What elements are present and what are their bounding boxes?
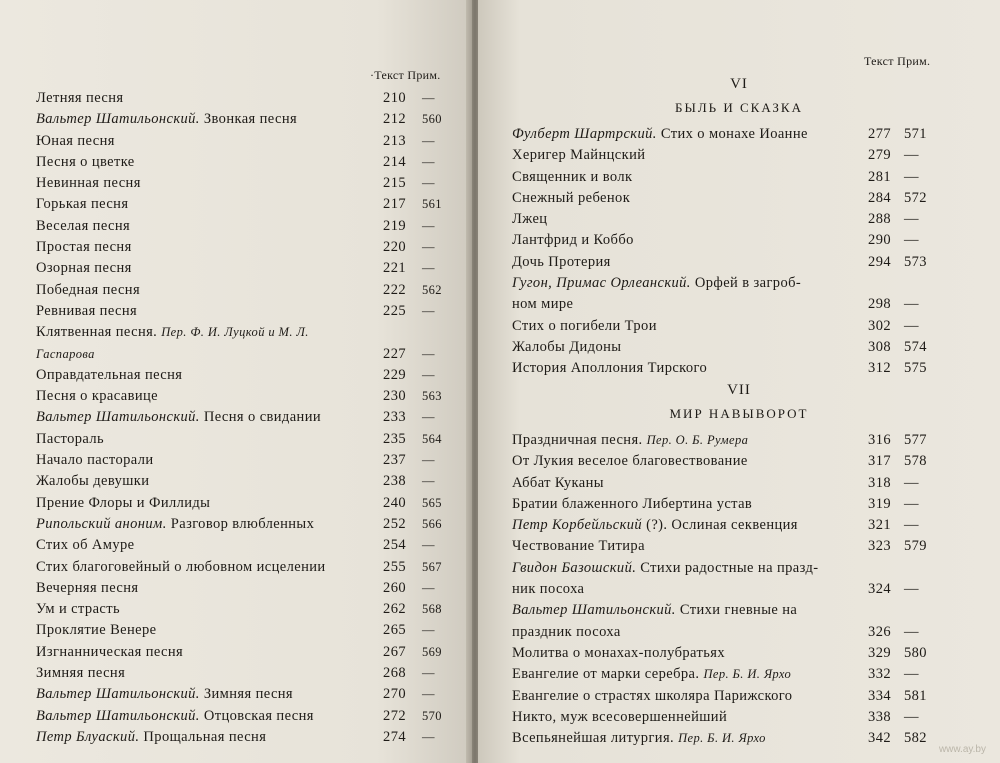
toc-entry-note: — [904, 623, 919, 640]
toc-entry [36, 535, 456, 556]
toc-entry-page: 215 [383, 175, 406, 192]
toc-entry [36, 514, 456, 535]
toc-entry [512, 707, 982, 728]
toc-entry-title: Братии блаженного Либертина устав [512, 495, 753, 512]
toc-entry [36, 407, 456, 428]
toc-entry-note: 562 [422, 282, 442, 297]
toc-entry [36, 684, 456, 705]
toc-entry-page: 238 [383, 473, 406, 490]
toc-entry [36, 88, 456, 109]
toc-entry [512, 252, 982, 273]
toc-entry [512, 230, 982, 251]
toc-entry-title: ник посоха [512, 581, 585, 598]
right-column-header: Текст Прим. [864, 54, 931, 68]
toc-entry-page: 279 [868, 147, 891, 164]
toc-entry-title: Звонкая песня [203, 111, 298, 128]
toc-entry-title: праздник посоха [512, 623, 621, 640]
toc-entry-note: — [422, 176, 435, 191]
left-page [0, 0, 472, 763]
toc-entry-title: Жалобы девушки [36, 473, 150, 490]
toc-entry-title: Евангелие о страстях школяра Парижского [512, 687, 793, 704]
toc-entry-note: — [422, 410, 435, 425]
toc-entry-title: Зимняя песня [36, 665, 126, 682]
toc-entry-page: 332 [868, 666, 891, 683]
toc-entry [512, 579, 982, 600]
toc-entry-title: Дочь Протерия [512, 253, 611, 270]
toc-entry-page: 326 [868, 623, 891, 640]
toc-entry-note: — [422, 538, 435, 553]
section-6-toc-list [512, 124, 982, 380]
toc-entry-title: Песня о красавице [36, 388, 159, 405]
toc-entry-title: Стих о монахе Иоанне [660, 126, 808, 142]
toc-entry-title: Горькая песня [36, 196, 129, 213]
toc-entry-title: Ревнивая песня [36, 302, 138, 319]
toc-entry-note: — [422, 453, 435, 468]
toc-entry-page: 274 [383, 728, 406, 745]
toc-entry-note: — [422, 580, 435, 595]
toc-entry-page: 219 [383, 217, 406, 234]
toc-entry-note: — [904, 581, 919, 598]
toc-entry-author: Вальтер Шатильонский. [512, 602, 676, 619]
toc-entry-page: 217 [383, 196, 406, 213]
toc-entry-note: 574 [904, 338, 927, 355]
toc-entry-note: — [422, 218, 435, 233]
toc-entry-author: Петр Блуаский. [36, 728, 140, 745]
toc-entry [512, 337, 982, 358]
toc-entry [36, 493, 456, 514]
section-7-number: VII [727, 382, 751, 398]
toc-entry-page: 225 [383, 302, 406, 319]
toc-entry-note: — [422, 687, 435, 702]
toc-entry [36, 280, 456, 301]
toc-entry [36, 578, 456, 599]
toc-entry-title: Аббат Куканы [512, 474, 604, 491]
toc-entry-title: Проклятие Венере [36, 622, 157, 639]
toc-entry-title: Прение Флоры и Филлиды [36, 494, 211, 511]
toc-entry [36, 365, 456, 386]
toc-entry-note: — [904, 317, 919, 334]
toc-entry-page: 210 [383, 90, 406, 106]
toc-entry-author: Вальтер Шатильонский. [36, 707, 200, 724]
toc-entry-title: (?). Ослиная секвенция [646, 517, 798, 534]
toc-entry-note: — [904, 517, 919, 534]
toc-entry-page: 220 [383, 239, 406, 256]
toc-entry-note: 575 [904, 360, 927, 377]
toc-entry [36, 344, 456, 365]
toc-entry-title: Озорная песня [36, 260, 132, 277]
toc-entry-author: Рипольский аноним. [36, 515, 167, 532]
toc-entry-author: Фулберт Шартрский. [512, 126, 657, 142]
toc-entry-title: Разговор влюбленных [170, 515, 315, 532]
toc-entry [512, 686, 982, 707]
toc-entry-note: — [422, 261, 435, 276]
toc-entry [512, 494, 982, 515]
toc-entry [36, 216, 456, 237]
toc-entry-note: 579 [904, 538, 927, 555]
toc-entry-note: — [422, 240, 435, 255]
toc-entry-title: Прощальная песня [143, 728, 267, 745]
left-column-header: ·Текст Прим. [370, 68, 441, 82]
toc-entry-author: Вальтер Шатильонский. [36, 409, 200, 426]
toc-entry-title: Стихи гневные на [679, 602, 798, 619]
toc-entry-page: 270 [383, 686, 406, 703]
toc-entry-note: — [904, 474, 919, 491]
toc-entry [512, 124, 982, 145]
toc-entry-title: Отцовская песня [203, 707, 314, 724]
toc-entry-note: 572 [904, 189, 927, 206]
toc-entry-page: 288 [868, 211, 891, 228]
toc-entry-note: — [904, 296, 919, 313]
toc-entry-title: Херигер Майнцский [512, 147, 646, 164]
toc-entry-page: 267 [383, 643, 406, 660]
toc-entry-title: Стих благоговейный о любовном исцелении [36, 558, 326, 575]
toc-entry-title: Всепьянейшая литургия. [512, 730, 675, 747]
toc-entry-author: Гвидон Базошский. [512, 559, 637, 576]
toc-entry-title: Веселая песня [36, 217, 131, 234]
toc-entry-page: 262 [383, 601, 406, 618]
toc-entry [36, 152, 456, 173]
toc-entry [512, 728, 982, 749]
toc-entry-note: — [422, 623, 435, 638]
toc-entry-title: Изгнанническая песня [36, 643, 184, 660]
toc-entry-note: — [422, 133, 435, 148]
toc-entry-page: 321 [868, 517, 891, 534]
toc-entry [512, 664, 982, 685]
toc-entry-page: 237 [383, 452, 406, 469]
toc-entry-note: — [904, 666, 919, 683]
toc-entry-title: Орфей в загроб- [694, 275, 802, 292]
toc-entry-note: 577 [904, 432, 927, 448]
toc-entry [36, 429, 456, 450]
toc-entry-title: История Аполлония Тирского [512, 360, 708, 377]
toc-entry-title: Летняя песня [36, 90, 124, 106]
toc-entry-note: 565 [422, 495, 442, 510]
toc-entry-note: 582 [904, 730, 927, 747]
toc-entry-title: Начало пасторали [36, 452, 154, 469]
toc-entry-title: Стих об Амуре [36, 537, 135, 554]
toc-entry-page: 212 [383, 111, 406, 128]
toc-entry-title: Юная песня [36, 132, 115, 149]
toc-entry-page: 316 [868, 432, 891, 448]
toc-entry [36, 727, 456, 748]
toc-entry-title: Простая песня [36, 239, 132, 256]
toc-entry-title: Невинная песня [36, 175, 141, 192]
section-6-title: БЫЛЬ И СКАЗКА [675, 100, 803, 115]
toc-entry [512, 558, 982, 579]
toc-entry-title: Зимняя песня [203, 686, 294, 703]
toc-entry-note: 563 [422, 389, 442, 404]
toc-entry-translator: Гаспарова [36, 346, 95, 361]
toc-entry-page: 265 [383, 622, 406, 639]
toc-entry [36, 258, 456, 279]
toc-entry-page: 294 [868, 253, 891, 270]
toc-entry-title: Чествование Титира [512, 538, 645, 555]
toc-entry-title: Лантфрид и Коббо [512, 232, 634, 249]
toc-entry [512, 600, 982, 621]
toc-entry-page: 252 [383, 515, 406, 532]
toc-entry-note: 564 [422, 431, 442, 446]
toc-entry-title: Священник и волк [512, 168, 633, 185]
toc-entry-note: 580 [904, 644, 927, 661]
toc-entry-author: Петр Корбейльский [512, 517, 643, 534]
toc-entry [36, 109, 456, 130]
section-7-title: МИР НАВЫВОРОТ [669, 406, 809, 421]
right-page [478, 0, 1000, 763]
toc-entry-page: 227 [383, 345, 406, 362]
toc-entry-title: Вечерняя песня [36, 579, 139, 596]
toc-entry-note: 566 [422, 516, 442, 531]
toc-entry [36, 173, 456, 194]
toc-entry-page: 284 [868, 189, 891, 206]
toc-entry-page: 329 [868, 644, 891, 661]
toc-entry-translator: Пер. Ф. И. Луцкой и М. Л. [161, 325, 309, 340]
toc-entry-title: Молитва о монахах-полубратьях [512, 644, 725, 661]
toc-entry [512, 209, 982, 230]
toc-entry [36, 450, 456, 471]
toc-entry-title: Евангелие от марки серебра. [512, 666, 700, 683]
toc-entry-note: 561 [422, 197, 442, 212]
toc-entry-page: 342 [868, 730, 891, 747]
toc-entry-page: 240 [383, 494, 406, 511]
toc-entry [36, 131, 456, 152]
toc-entry-page: 334 [868, 687, 891, 704]
toc-entry-page: 298 [868, 296, 891, 313]
toc-entry [512, 273, 982, 294]
toc-entry [512, 536, 982, 557]
toc-entry-title: Стихи радостные на празд- [640, 559, 819, 576]
toc-entry [512, 643, 982, 664]
toc-entry-title: Снежный ребенок [512, 189, 631, 206]
left-toc-list [36, 88, 456, 748]
toc-entry-title: Песня о цветке [36, 153, 135, 170]
toc-entry-author: Вальтер Шатильонский. [36, 686, 200, 703]
toc-entry-note: — [422, 474, 435, 489]
toc-entry-title: Лжец [512, 211, 548, 228]
toc-entry-title: ном мире [512, 296, 574, 313]
toc-entry-page: 268 [383, 665, 406, 682]
toc-entry-page: 233 [383, 409, 406, 426]
toc-entry-note: — [904, 232, 919, 249]
toc-entry [36, 194, 456, 215]
section-7-toc-list [512, 430, 982, 749]
toc-entry-page: 260 [383, 579, 406, 596]
toc-entry-note: 578 [904, 453, 927, 470]
toc-entry-page: 214 [383, 153, 406, 170]
toc-entry-title: Никто, муж всесовершеннейший [512, 708, 728, 725]
toc-entry-page: 323 [868, 538, 891, 555]
section-6-number: VI [730, 76, 748, 92]
toc-entry [512, 294, 982, 315]
toc-entry-title: Стих о погибели Трои [512, 317, 657, 334]
toc-entry-title: Жалобы Дидоны [512, 338, 622, 355]
toc-entry-note: — [422, 346, 435, 361]
toc-entry-page: 290 [868, 232, 891, 249]
toc-entry [512, 515, 982, 536]
toc-entry-page: 302 [868, 317, 891, 334]
toc-entry-translator: Пер. Б. И. Ярхо [678, 731, 766, 746]
toc-entry-page: 312 [868, 360, 891, 377]
toc-entry-note: 560 [422, 112, 442, 127]
toc-entry [36, 663, 456, 684]
toc-entry-page: 277 [868, 126, 891, 142]
toc-entry-note: 570 [422, 708, 442, 723]
toc-entry-title: Пастораль [36, 430, 105, 447]
toc-entry-page: 213 [383, 132, 406, 149]
toc-entry-page: 272 [383, 707, 406, 724]
toc-entry-note: — [904, 168, 919, 185]
toc-entry [512, 188, 982, 209]
toc-entry-note: — [904, 211, 919, 228]
toc-entry-page: 324 [868, 581, 891, 598]
toc-entry [36, 386, 456, 407]
toc-entry-page: 254 [383, 537, 406, 554]
toc-entry [36, 301, 456, 322]
toc-entry [36, 322, 456, 343]
toc-entry-title: От Лукия веселое благовествование [512, 453, 748, 470]
toc-entry-title: Оправдательная песня [36, 366, 183, 383]
toc-entry-page: 235 [383, 430, 406, 447]
toc-entry [36, 471, 456, 492]
toc-entry-note: 568 [422, 602, 442, 617]
watermark: www.ay.by [938, 744, 986, 755]
toc-entry [36, 642, 456, 663]
toc-entry [36, 620, 456, 641]
toc-entry-page: 281 [868, 168, 891, 185]
toc-entry-note: — [422, 154, 435, 169]
toc-entry [512, 473, 982, 494]
toc-entry-title: Клятвенная песня. [36, 324, 158, 341]
toc-entry-note: 573 [904, 253, 927, 270]
toc-entry [512, 622, 982, 643]
toc-entry-note: 581 [904, 687, 927, 704]
toc-entry-note: 567 [422, 559, 442, 574]
toc-entry [512, 451, 982, 472]
toc-entry-title: Ум и страсть [36, 601, 120, 618]
toc-entry-author: Гугон, Примас Орлеанский. [512, 275, 691, 292]
toc-entry-note: — [422, 367, 435, 382]
toc-entry-translator: Пер. Б. И. Ярхо [703, 667, 792, 682]
toc-entry [512, 430, 982, 451]
toc-entry-translator: Пер. О. Б. Румера [646, 433, 749, 447]
toc-entry-note: 569 [422, 644, 442, 659]
toc-entry-page: 308 [868, 338, 891, 355]
toc-entry-page: 255 [383, 558, 406, 575]
toc-entry-page: 222 [383, 281, 406, 298]
toc-entry-page: 319 [868, 495, 891, 512]
toc-entry [512, 145, 982, 166]
toc-entry [36, 557, 456, 578]
toc-entry-page: 221 [383, 260, 406, 277]
toc-entry [512, 167, 982, 188]
toc-entry-page: 338 [868, 708, 891, 725]
toc-entry-note: — [422, 729, 435, 744]
toc-entry-note: — [904, 147, 919, 164]
toc-entry-author: Вальтер Шатильонский. [36, 111, 200, 128]
toc-entry-title: Победная песня [36, 281, 141, 298]
toc-entry-note: — [422, 666, 435, 681]
toc-entry-page: 318 [868, 474, 891, 491]
toc-entry-page: 229 [383, 366, 406, 383]
toc-entry-title: Праздничная песня. [512, 432, 643, 448]
toc-entry-note: — [422, 303, 435, 318]
toc-entry-note: 571 [904, 126, 927, 142]
toc-entry-note: — [904, 495, 919, 512]
toc-entry [512, 358, 982, 379]
toc-entry [36, 706, 456, 727]
toc-entry-title: Песня о свидании [203, 409, 322, 426]
toc-entry [512, 316, 982, 337]
toc-entry-note: — [422, 91, 435, 105]
toc-entry-note: — [904, 708, 919, 725]
toc-entry [36, 237, 456, 258]
toc-entry [36, 599, 456, 620]
toc-entry-page: 317 [868, 453, 891, 470]
toc-entry-page: 230 [383, 388, 406, 405]
